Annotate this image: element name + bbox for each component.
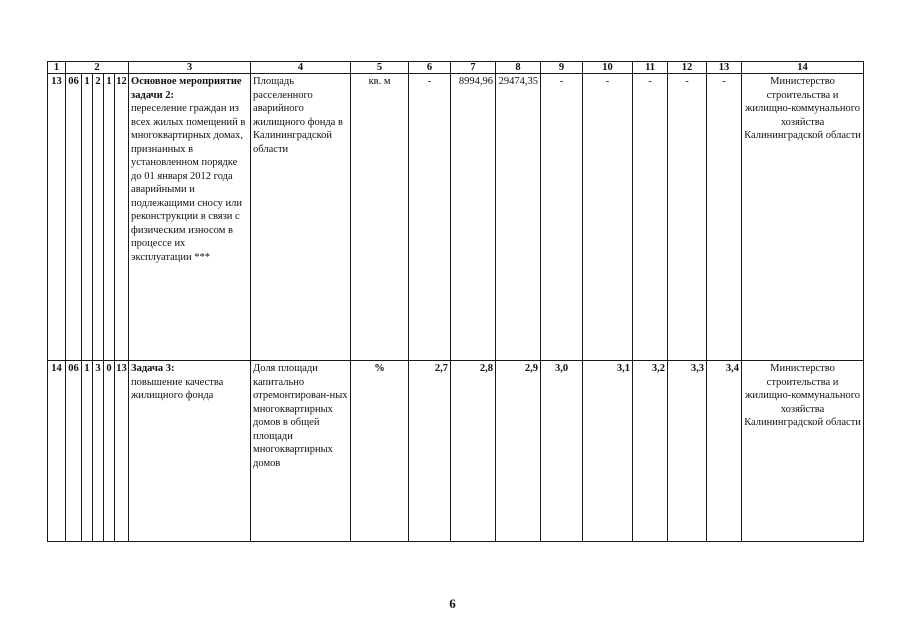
header-cell-6: 6 [409, 62, 451, 74]
code-cell: 2 [93, 74, 104, 361]
page-number: 6 [449, 596, 456, 611]
value-cell: - [707, 74, 742, 361]
responsible-cell: Министерство строительства и жилищно-коммунального хозяйства Калининградской области [742, 361, 864, 542]
value-cell: 3,2 [633, 361, 668, 542]
row-number: 13 [48, 74, 66, 361]
value-cell: - [541, 74, 583, 361]
header-cell-9: 9 [541, 62, 583, 74]
measure-name-text: повышение качества жилищного фонда [131, 376, 224, 401]
measure-name-text: переселение граждан из всех жилых помещений в многоквартирных домах, признанных в установленном порядке до 01 января 2012 года аварийными и подлежащими сносу или реконструкции в связи с физическим износом в процессе их эксплуатации *** [131, 103, 246, 263]
value-cell: - [668, 74, 707, 361]
code-cell: 1 [82, 74, 93, 361]
indicator-name: Доля площади капитально отремонтирован-ных многоквартирных домов в общей площади многоквартирных домов [251, 361, 351, 542]
value-cell: 2,7 [409, 361, 451, 542]
measure-name-lead: Задача 3: [131, 363, 175, 374]
header-cell-14: 14 [742, 62, 864, 74]
unit-cell: % [351, 361, 409, 542]
code-cell: 06 [66, 74, 82, 361]
value-cell: 3,0 [541, 361, 583, 542]
header-cell-10: 10 [583, 62, 633, 74]
value-cell: 8994,96 [451, 74, 496, 361]
header-cell-4: 4 [251, 62, 351, 74]
indicator-name: Площадь расселенного аварийного жилищного фонда в Калининградской области [251, 74, 351, 361]
value-cell: 29474,35 [496, 74, 541, 361]
header-cell-3: 3 [129, 62, 251, 74]
value-cell: 3,4 [707, 361, 742, 542]
value-cell: 3,1 [583, 361, 633, 542]
table-row [48, 361, 864, 542]
unit-cell: кв. м [351, 74, 409, 361]
code-cell: 1 [104, 74, 115, 361]
code-cell: 13 [115, 361, 129, 542]
measure-name-lead: Основное мероприятие задачи 2: [131, 76, 242, 101]
code-cell: 0 [104, 361, 115, 542]
header-cell-12: 12 [668, 62, 707, 74]
header-row [48, 62, 864, 74]
header-cell-1: 1 [48, 62, 66, 74]
value-cell: - [633, 74, 668, 361]
value-cell: - [583, 74, 633, 361]
code-cell: 1 [82, 361, 93, 542]
header-cell-11: 11 [633, 62, 668, 74]
code-cell: 12 [115, 74, 129, 361]
value-cell: 2,8 [451, 361, 496, 542]
value-cell: 3,3 [668, 361, 707, 542]
header-cell-13: 13 [707, 62, 742, 74]
document-table [47, 61, 864, 542]
code-cell: 3 [93, 361, 104, 542]
row-number: 14 [48, 361, 66, 542]
measure-name [129, 74, 251, 361]
code-cell: 06 [66, 361, 82, 542]
table-row [48, 74, 864, 361]
responsible-cell: Министерство строительства и жилищно-коммунального хозяйства Калининградской области [742, 74, 864, 361]
measure-name [129, 361, 251, 542]
header-cell-7: 7 [451, 62, 496, 74]
header-cell-2: 2 [66, 62, 129, 74]
value-cell: - [409, 74, 451, 361]
header-cell-5: 5 [351, 62, 409, 74]
header-cell-8: 8 [496, 62, 541, 74]
value-cell: 2,9 [496, 361, 541, 542]
